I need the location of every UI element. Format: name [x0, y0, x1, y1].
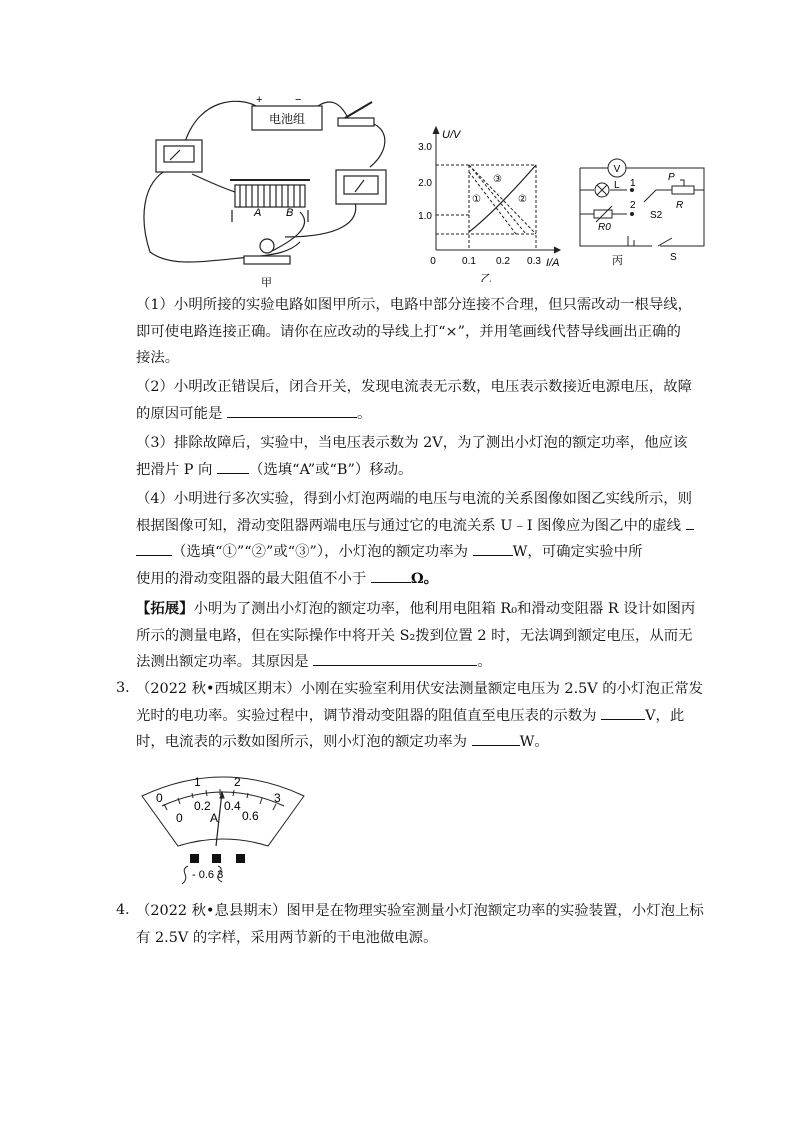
scale-label: 0.2 [194, 799, 211, 813]
rheostat-label: R [676, 200, 684, 211]
terminal-minus [190, 854, 199, 863]
y-tick: 1.0 [418, 211, 432, 222]
text-line: 所示的测量电路，但在实际操作中将开关 S₂拨到位置 2 时，无法调到额定电压，从而无 [136, 627, 693, 644]
answer-blank[interactable] [473, 541, 513, 556]
text-line: （2022 秋•西城区期末）小刚在实验室利用伏安法测量额定电压为 2.5V 的小灯泡正常发 [136, 681, 704, 697]
answer-blank[interactable] [472, 731, 520, 746]
text-fragment: W。 [519, 734, 549, 750]
terminal-06 [212, 854, 221, 863]
answer-blank[interactable] [217, 459, 249, 474]
switch-s-label: S [670, 252, 677, 263]
text-fragment: V，此 [645, 707, 685, 724]
q4-text [136, 898, 704, 951]
text-fragment: 法测出额定功率。其原因是 [136, 654, 309, 670]
ammeter-dial [138, 766, 308, 888]
question-number: 3． [116, 680, 140, 696]
switch-s2-label: S2 [650, 210, 663, 221]
question-number: 4． [116, 902, 140, 918]
caption-yi: 乙 [480, 273, 492, 282]
curve-label-2: ② [518, 194, 527, 205]
resistor-box-label: R0 [598, 222, 611, 233]
scale-label: 3 [274, 791, 281, 805]
answer-blank[interactable] [313, 651, 477, 666]
q2-part3 [136, 430, 696, 483]
q2-extension [136, 596, 696, 676]
text-line: （3）排除故障后，实验中，当电压表示数为 2V，为了测出小灯泡的额定功率，他应该 [136, 435, 688, 451]
answer-blank[interactable] [371, 568, 411, 583]
slider-label: P [668, 172, 675, 183]
text-line: （1）小明所接的实验电路如图甲所示，电路中部分连接不合理，但只需改动一根导线， [136, 297, 693, 313]
text-line: 的原因可能是 [136, 405, 223, 422]
q2-part1 [136, 292, 696, 372]
unit-label: A [210, 811, 219, 825]
answer-blank[interactable] [227, 403, 357, 418]
text-line: 即可使电路连接正确。请你在应改动的导线上打“×”，并用笔画线代替导线画出正确的 [136, 323, 681, 340]
scale-label: 0 [156, 791, 163, 805]
battery-label: 电池组 [268, 112, 306, 126]
terminal-b: B [286, 207, 294, 219]
terminal-a: A [254, 207, 262, 219]
x-tick: 0.3 [527, 256, 541, 267]
answer-blank[interactable] [136, 541, 172, 556]
x-tick: 0.2 [496, 256, 510, 267]
x-tick: 0 [430, 256, 436, 267]
text-line: 接法。 [136, 350, 180, 366]
text-line: （4）小明进行多次实验，得到小灯泡两端的电压与电流的关系图像如图乙实线所示，则 [136, 491, 693, 507]
scale-label: 1 [194, 775, 201, 789]
text-line: （2022 秋•息县期末）图甲是在物理实验室测量小灯泡额定功率的实验装置，小灯泡上标 [136, 903, 704, 919]
text-fragment: 使用的滑动变阻器的最大阻值不小于 [136, 570, 367, 587]
text-line: （2）小明改正错误后，闭合开关，发现电流表无示数，电压表示数接近电源电压，故障 [136, 379, 693, 395]
figure-jia [140, 92, 402, 292]
terminal-3 [236, 854, 245, 863]
text-fragment: （选填“A”或“B”）移动。 [248, 461, 413, 478]
figure-yi [408, 122, 568, 282]
caption-bing: 丙 [612, 255, 623, 267]
switch-pos-2: 2 [630, 200, 636, 211]
text-fragment: W，可确定实验中所 [512, 544, 643, 560]
lamp-label: L [614, 180, 620, 191]
y-tick: 2.0 [418, 178, 432, 189]
text-fragment: 根据图像可知，滑动变阻器两端电压与通过它的电流关系 U﹣I 图像应为图乙中的虚线 [136, 517, 682, 534]
q3-text [136, 676, 704, 756]
switch-pos-1: 1 [630, 178, 636, 189]
curve-label-3: ③ [493, 174, 502, 185]
scale-label: 0.6 [242, 809, 259, 823]
text-fragment: 小明为了测出小灯泡的额定功率，他利用电阻箱 R₀和滑动变阻器 R 设计如图丙 [193, 601, 696, 617]
text-fragment: Ω。 [410, 569, 439, 587]
battery-minus: − [295, 94, 302, 106]
scale-label: 2 [234, 775, 241, 789]
answer-blank[interactable] [601, 705, 645, 720]
text-fragment: 时，电流表的示数如图所示，则小灯泡的额定功率为 [136, 734, 467, 750]
battery-plus: + [256, 94, 263, 106]
y-tick: 3.0 [418, 142, 432, 153]
x-tick: 0.1 [462, 256, 476, 267]
q2-part2 [136, 374, 696, 427]
text-fragment: （选填“①”“②”或“③”），小灯泡的额定功率为 [172, 544, 468, 560]
scale-label: 0 [176, 811, 183, 825]
terminal-labels: - 0.6 3 [192, 869, 224, 881]
text-fragment: 。 [356, 405, 372, 422]
answer-blank[interactable] [686, 515, 694, 530]
text-fragment: 光时的电功率。实验过程中，调节滑动变阻器的阻值直至电压表的示数为 [136, 707, 597, 724]
q2-part4 [136, 486, 696, 592]
x-axis-label: I/A [546, 257, 560, 269]
y-axis-label: U/V [442, 129, 461, 141]
caption-jia: 甲 [261, 277, 272, 289]
extension-tag: 【拓展】 [136, 600, 194, 617]
text-fragment: 。 [477, 654, 492, 670]
voltmeter-label: V [613, 164, 621, 175]
text-fragment: 把滑片 P 向 [136, 461, 213, 478]
text-line: 有 2.5V 的字样，采用两节新的干电池做电源。 [136, 929, 438, 946]
figure-bing [572, 150, 712, 268]
curve-label-1: ① [472, 194, 481, 205]
scale-label: 0.4 [224, 799, 241, 813]
